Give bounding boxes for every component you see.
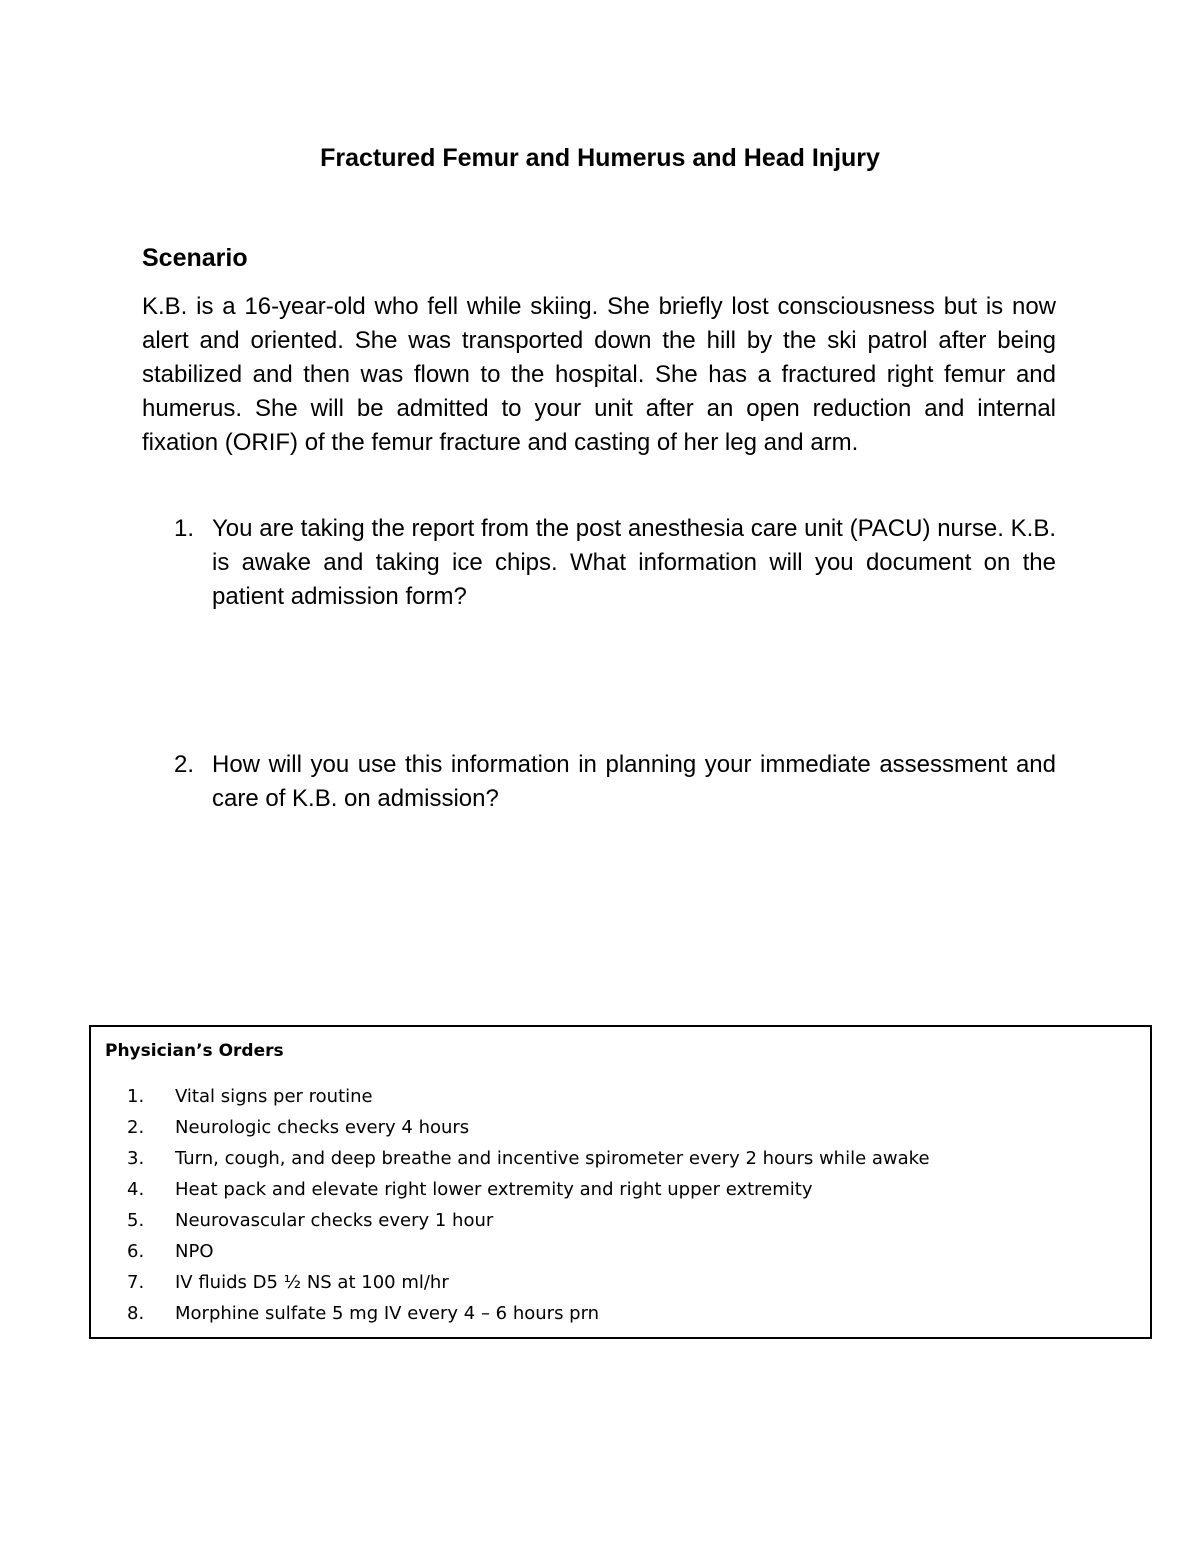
order-number: 7. xyxy=(127,1272,145,1293)
physicians-orders-list xyxy=(105,1084,930,1332)
order-item xyxy=(105,1270,930,1301)
order-text: NPO xyxy=(175,1241,214,1262)
order-item xyxy=(105,1301,930,1332)
order-number: 6. xyxy=(127,1241,145,1262)
scenario-paragraph: K.B. is a 16-year-old who fell while skiing. She briefly lost consciousness but is now alert and oriented. She was transported down the hill by the ski patrol after being stabilized and then was flown to the hospital. She has a fractured right femur and humerus. She will be admitted to your unit after an open reduction and internal fixation (ORIF) of the femur fracture and casting of her leg and arm. xyxy=(142,293,1056,456)
order-item xyxy=(105,1239,930,1270)
order-number: 5. xyxy=(127,1210,145,1231)
order-item xyxy=(105,1177,930,1208)
order-text: Neurologic checks every 4 hours xyxy=(175,1117,470,1138)
question-text: How will you use this information in planning your immediate assessment and care of K.B. on admission? xyxy=(212,751,1056,812)
scenario-heading: Scenario xyxy=(142,244,248,272)
order-text: Heat pack and elevate right lower extremity and right upper extremity xyxy=(175,1179,813,1200)
question-2 xyxy=(142,748,1056,816)
physicians-orders-box xyxy=(89,1025,1152,1339)
question-text: You are taking the report from the post anesthesia care unit (PACU) nurse. K.B. is awake and taking ice chips. What information will you document on the patient admission form? xyxy=(212,515,1056,610)
page-title: Fractured Femur and Humerus and Head Injury xyxy=(320,144,880,172)
order-text: Morphine sulfate 5 mg IV every 4 – 6 hours prn xyxy=(175,1303,600,1324)
order-item xyxy=(105,1084,930,1115)
order-number: 3. xyxy=(127,1148,145,1169)
order-number: 1. xyxy=(127,1086,145,1107)
order-text: Vital signs per routine xyxy=(175,1086,373,1107)
order-text: Neurovascular checks every 1 hour xyxy=(175,1210,494,1231)
order-text: IV fluids D5 ½ NS at 100 ml/hr xyxy=(175,1272,449,1293)
question-number: 2. xyxy=(174,751,195,778)
order-number: 8. xyxy=(127,1303,145,1324)
order-item xyxy=(105,1146,930,1177)
question-number: 1. xyxy=(174,515,195,542)
order-number: 4. xyxy=(127,1179,145,1200)
order-number: 2. xyxy=(127,1117,145,1138)
order-text: Turn, cough, and deep breathe and incentive spirometer every 2 hours while awake xyxy=(175,1148,930,1169)
order-item xyxy=(105,1208,930,1239)
order-item xyxy=(105,1115,930,1146)
physicians-orders-title: Physician’s Orders xyxy=(105,1041,284,1061)
question-1 xyxy=(142,512,1056,614)
